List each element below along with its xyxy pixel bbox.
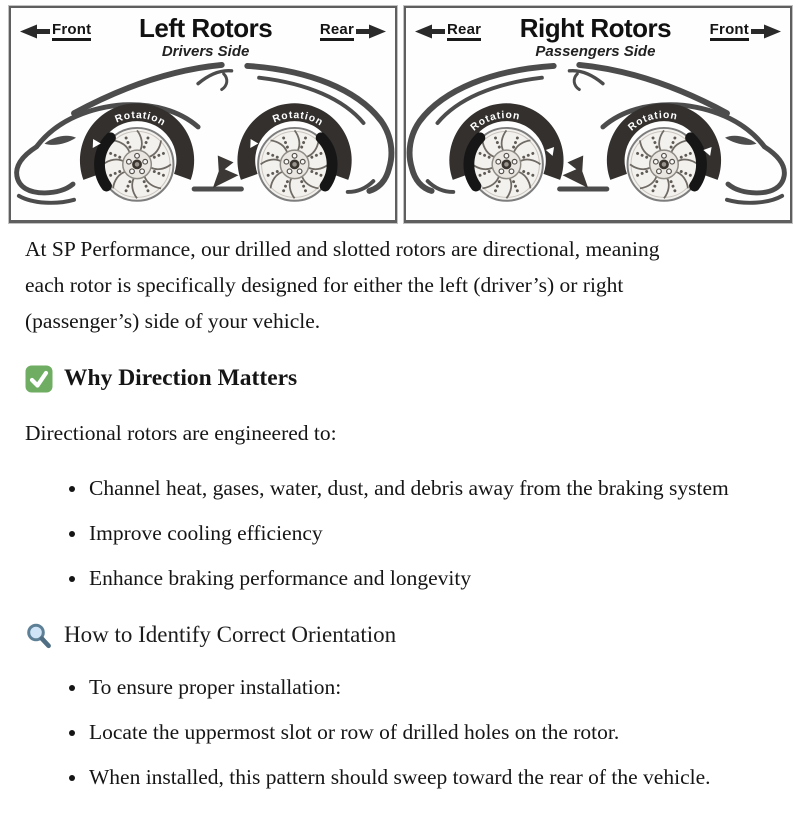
article-body [0,223,800,821]
car-side-view-right [406,60,790,220]
list-item: • Enhance braking performance and longevity [88,561,755,597]
list-item: • When installed, this pattern should sweep toward the rear of the vehicle. [88,760,755,796]
front-direction-indicator [710,22,781,41]
panel-title-block [520,15,671,59]
section-title: Why Direction Matters [64,365,298,392]
direction-label: Front [52,22,91,41]
car-side-view-left [11,60,395,220]
direction-label: Rear [320,22,354,41]
rear-direction-indicator [320,22,386,41]
section-title: How to Identify Correct Orientation [64,622,397,648]
magnifying-glass-icon [25,622,53,650]
panel-subtitle: Drivers Side [161,42,250,60]
diagram-panel-left-rotors [9,6,397,223]
diagram-panel-right-rotors [404,6,792,223]
panel-subtitle: Passengers Side [535,42,656,60]
rotor-direction-diagram [0,0,800,223]
arrow-right-icon [751,24,781,39]
list-item: • Locate the uppermost slot or row of drilled holes on the rotor. [88,715,755,751]
rotation-label-front-wheel: Rotation [113,109,168,129]
direction-label: Front [710,22,749,41]
panel-title: Left Rotors [139,13,273,43]
arrow-left-icon [20,24,50,39]
rotation-label-rear-wheel: Rotation [468,109,522,134]
panel-header [406,8,790,59]
benefits-lead: Directional rotors are engineered to: [25,420,337,445]
rotation-label-front-wheel: Rotation [626,109,679,134]
panel-title-block [139,15,272,59]
front-direction-indicator [20,22,91,41]
benefits-list [25,471,755,596]
why-direction-matters-heading [25,364,770,393]
list-item: • Channel heat, gases, water, dust, and debris away from the braking system [88,471,755,507]
arrow-left-icon [415,24,445,39]
list-item: • To ensure proper installation: [88,670,755,706]
arrow-right-icon [356,24,386,39]
rear-direction-indicator [415,22,481,41]
panel-header [11,8,395,59]
how-to-identify-heading [25,621,770,650]
list-item: • Improve cooling efficiency [88,516,755,552]
intro-paragraph: At SP Performance, our drilled and slotted rotors are directional, meaning each rotor is specifically designed for either the left (driver’s) or right (passenger’s) side of your vehicle. [25,237,660,333]
rotation-label-rear-wheel: Rotation [271,109,325,129]
orientation-list [25,670,755,795]
panel-title: Right Rotors [519,13,672,43]
check-mark-icon [25,365,53,393]
direction-label: Rear [447,22,481,41]
